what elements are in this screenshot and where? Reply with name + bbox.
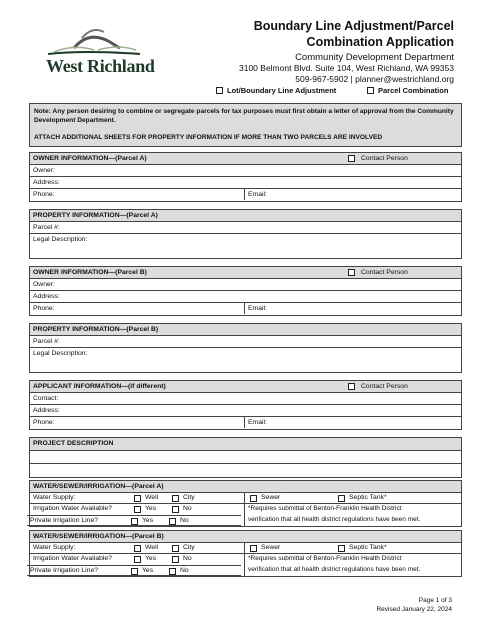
- legal-description-field[interactable]: Legal Description:: [33, 350, 88, 357]
- lot-adjustment-checkbox[interactable]: [216, 87, 223, 94]
- city-option[interactable]: City: [172, 493, 195, 503]
- well-checkbox[interactable]: [134, 545, 141, 552]
- phone-field[interactable]: Phone: Email:: [33, 191, 267, 198]
- project-description: PROJECT DESCRIPTION: [29, 437, 462, 478]
- logo-text: West Richland: [46, 56, 155, 76]
- health-district-note: *Requires submittal of Benton-Franklin Health District: [248, 555, 402, 562]
- parcel-number-field[interactable]: Parcel #:: [30, 222, 461, 234]
- no-checkbox[interactable]: [169, 518, 176, 525]
- sewer-option[interactable]: Sewer: [250, 493, 280, 503]
- irrigation-no-option[interactable]: No: [172, 554, 192, 564]
- email-field[interactable]: Email:: [244, 303, 267, 314]
- project-description-line[interactable]: [30, 464, 461, 477]
- irrigation-row: Irrigation Water Available? Yes No *Requires submittal of Benton-Franklin Health District: [33, 555, 402, 562]
- septic-option[interactable]: Septic Tank*: [338, 543, 387, 553]
- attach-note: ATTACH ADDITIONAL SHEETS FOR PROPERTY INFORMATION IF MORE THAN TWO PARCELS ARE INVOLVED: [34, 134, 383, 141]
- owner-field[interactable]: Owner:: [30, 165, 461, 177]
- email-field[interactable]: Email:: [244, 189, 267, 200]
- contact-field[interactable]: Contact:: [30, 393, 461, 405]
- parcel-combination-option[interactable]: Parcel Combination: [367, 86, 448, 95]
- page-number: Page 1 of 3: [418, 597, 452, 604]
- contact-person-checkbox[interactable]: [348, 269, 355, 276]
- sewer-checkbox[interactable]: [250, 545, 257, 552]
- private-no-option[interactable]: No: [169, 566, 189, 576]
- parcel-number-field[interactable]: Parcel #:: [30, 336, 461, 348]
- note-box: [29, 103, 462, 147]
- owner-info-parcel-a: OWNER INFORMATION—(Parcel A) Contact Person Owner: Address: Phone: Email:: [29, 152, 462, 202]
- irrigation-row: Irrigation Water Available? Yes No *Requires submittal of Benton-Franklin Health District: [33, 505, 402, 512]
- irrigation-yes-option[interactable]: Yes: [134, 504, 156, 514]
- contact-person-option[interactable]: Contact Person: [348, 267, 408, 278]
- applicant-info: APPLICANT INFORMATION—(if different) Contact Person Contact: Address: Phone: Email:: [29, 380, 462, 430]
- contact-person-checkbox[interactable]: [348, 155, 355, 162]
- lot-adjustment-option[interactable]: Lot/Boundary Line Adjustment: [216, 86, 336, 95]
- address-field[interactable]: Address:: [30, 405, 461, 417]
- water-sewer-irrigation-parcel-a: WATER/SEWER/IRRIGATION—(Parcel A) Water Supply: Well City Sewer Septic Tank* Irrigation Water Available? Yes No *Requires submittal of Benton-Franklin Health District Private Irrigation Line? Yes No verification that all health district regulations have been met.: [29, 480, 462, 527]
- well-option[interactable]: Well: [134, 493, 158, 503]
- project-description-line[interactable]: [30, 451, 461, 464]
- page-title: Boundary Line Adjustment/Parcel Combination Application: [253, 19, 454, 49]
- address-field[interactable]: Address:: [30, 177, 461, 189]
- contact-person-option[interactable]: Contact Person: [348, 153, 408, 164]
- owner-info-parcel-b: OWNER INFORMATION—(Parcel B) Contact Person Owner: Address: Phone: Email:: [29, 266, 462, 316]
- contact-person-option[interactable]: Contact Person: [348, 381, 408, 392]
- irrigation-no-option[interactable]: No: [172, 504, 192, 514]
- legal-description-field[interactable]: Legal Description:: [33, 236, 88, 243]
- property-info-parcel-a: PROPERTY INFORMATION—(Parcel A) Parcel #: Legal Description:: [29, 209, 462, 259]
- address-field[interactable]: Address:: [30, 291, 461, 303]
- note-text: Note: Any person desiring to combine or segregate parcels for tax purposes must first obtain a letter of approval from the Community Development Department.: [34, 108, 454, 124]
- owner-field[interactable]: Owner:: [30, 279, 461, 291]
- no-checkbox[interactable]: [169, 568, 176, 575]
- city-option[interactable]: City: [172, 543, 195, 553]
- city-checkbox[interactable]: [172, 495, 179, 502]
- private-yes-option[interactable]: Yes: [131, 566, 153, 576]
- yes-checkbox[interactable]: [134, 506, 141, 513]
- department-info: [174, 52, 454, 85]
- phone-field[interactable]: Phone: Email:: [33, 419, 267, 426]
- yes-checkbox[interactable]: [131, 518, 138, 525]
- sewer-option[interactable]: Sewer: [250, 543, 280, 553]
- well-checkbox[interactable]: [134, 495, 141, 502]
- application-type: [0, 86, 480, 98]
- septic-option[interactable]: Septic Tank*: [338, 493, 387, 503]
- well-option[interactable]: Well: [134, 543, 158, 553]
- private-irrigation-row: Private Irrigation Line? Yes No: [27, 515, 241, 526]
- department-contact: 509-967-5902 | planner@westrichland.org: [295, 74, 454, 84]
- private-no-option[interactable]: No: [169, 516, 189, 526]
- property-info-parcel-b: PROPERTY INFORMATION—(Parcel B) Parcel #: Legal Description:: [29, 323, 462, 373]
- department-name: Community Development Department: [295, 52, 454, 63]
- water-supply-row: Water Supply: Well City Sewer Septic Tank*: [30, 543, 461, 554]
- no-checkbox[interactable]: [172, 556, 179, 563]
- health-district-note: verification that all health district regulations have been met.: [248, 566, 421, 573]
- sewer-checkbox[interactable]: [250, 495, 257, 502]
- water-sewer-irrigation-parcel-b: WATER/SEWER/IRRIGATION—(Parcel B) Water Supply: Well City Sewer Septic Tank* Irrigation Water Available? Yes No *Requires submittal of Benton-Franklin Health District Private Irrigation Line? Yes No verification that all health district regulations have been met.: [29, 530, 462, 577]
- yes-checkbox[interactable]: [131, 568, 138, 575]
- health-district-note: *Requires submittal of Benton-Franklin Health District: [248, 505, 402, 512]
- contact-person-checkbox[interactable]: [348, 383, 355, 390]
- email-field[interactable]: Email:: [244, 417, 267, 428]
- health-district-note: verification that all health district regulations have been met.: [248, 516, 421, 523]
- city-checkbox[interactable]: [172, 545, 179, 552]
- private-irrigation-row: Private Irrigation Line? Yes No: [27, 565, 241, 576]
- irrigation-yes-option[interactable]: Yes: [134, 554, 156, 564]
- parcel-combination-checkbox[interactable]: [367, 87, 374, 94]
- yes-checkbox[interactable]: [134, 556, 141, 563]
- west-richland-logo: [44, 20, 155, 82]
- septic-checkbox[interactable]: [338, 545, 345, 552]
- septic-checkbox[interactable]: [338, 495, 345, 502]
- department-address: 3100 Belmont Blvd. Suite 104, West Richland, WA 99353: [239, 63, 454, 73]
- water-supply-row: Water Supply: Well City Sewer Septic Tank*: [30, 493, 461, 504]
- phone-field[interactable]: Phone: Email:: [33, 305, 267, 312]
- footer: [376, 596, 452, 614]
- no-checkbox[interactable]: [172, 506, 179, 513]
- private-yes-option[interactable]: Yes: [131, 516, 153, 526]
- revision-date: Revised January 22, 2024: [376, 606, 452, 613]
